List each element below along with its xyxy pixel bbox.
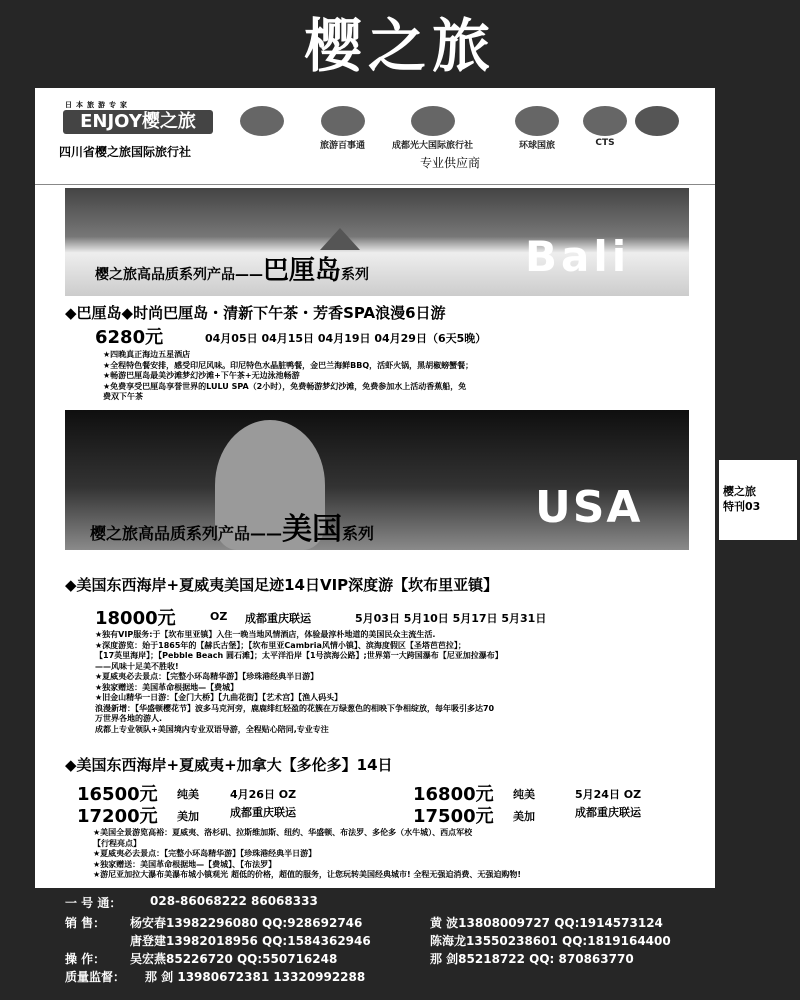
- canada-route-a: 成都重庆联运: [230, 806, 296, 819]
- bali-dates: 04月05日 04月15日 04月19日 04月29日（6天5晚）: [205, 332, 487, 345]
- usa-headline: ◆美国东西海岸+夏威夷美国足迹14日VIP深度游【坎布里亚镇】: [65, 576, 499, 594]
- bali-series-title: 樱之旅高品质系列产品——巴厘岛系列: [95, 256, 370, 286]
- list-item: ★独家赠送：美国革命根据地—【费城】、【布法罗】: [93, 859, 277, 869]
- company-name: 四川省樱之旅国际旅行社: [59, 145, 192, 159]
- list-item: ★畅游巴厘岛最美沙滩梦幻沙滩+下午茶+无边泳池畅游: [103, 371, 300, 380]
- canada-unit-b2: 美加: [513, 810, 535, 823]
- list-item: ★夏威夷必去景点：【完整小环岛精华游】【珍珠港经典半日游】: [95, 672, 319, 681]
- usa-airline: OZ: [210, 610, 228, 623]
- contact-sales-2: 黄 波13808009727 QQ:1914573124: [430, 916, 663, 930]
- list-item: 万世界各地的游人.: [95, 714, 163, 723]
- flyer-panel: [35, 88, 715, 888]
- usa-route: 成都重庆联运: [245, 612, 311, 625]
- partner-6-icon: [635, 106, 679, 136]
- canada-route-b: 成都重庆联运: [575, 806, 641, 819]
- usa-dates: 5月03日 5月10日 5月17日 5月31日: [355, 612, 547, 625]
- partner-2-icon: [321, 106, 365, 136]
- canada-date-b: 5月24日 OZ: [575, 788, 642, 801]
- divider: [35, 184, 715, 185]
- canada-date-a: 4月26日 OZ: [230, 788, 297, 801]
- contact-sales-1: 杨安春13982296080 QQ:928692746: [130, 916, 363, 930]
- bali-banner: [65, 188, 689, 296]
- canada-bullets: [93, 828, 521, 881]
- usa-english-title: USA: [535, 482, 643, 533]
- contact-ops-2: 那 剑85218722 QQ: 870863770: [430, 952, 634, 966]
- contact-sales-3: 唐登建13982018956 QQ:1584362946: [130, 934, 371, 948]
- list-item: 浪漫新增：【华盛顿樱花节】波多马克河旁，鹿鹿绯红轻盈的花簇在万绿葱色的相映下争相绽放，每年吸引多达70: [95, 703, 495, 713]
- partner-4-icon: [515, 106, 559, 136]
- partner-logo-3: 成都光大国际旅行社: [392, 106, 473, 151]
- bali-english-title: Bali: [525, 232, 631, 281]
- list-item: ★独有VIP服务:于【坎布里亚镇】入住一晚当地风情酒店，体验最淳朴地道的美国民众主流生活.: [95, 630, 436, 639]
- usa-banner: [65, 410, 689, 550]
- canada-unit-a1: 纯美: [177, 788, 199, 801]
- sales-label: 销 售：: [65, 916, 106, 930]
- list-item: ★免费享受巴厘岛享誉世界的LULU SPA（2小时），免费畅游梦幻沙滩，免费参加水上活动香蕉船，免: [103, 381, 467, 391]
- issue-tab-brand: 樱之旅: [723, 485, 756, 498]
- partner-3-icon: [411, 106, 455, 136]
- list-item: ★四晚真正海边五星酒店: [103, 350, 191, 359]
- list-item: ★独家赠送：美国革命根据地—【费城】: [95, 682, 239, 692]
- contact-qa: 那 剑 13980672381 13320992288: [145, 970, 366, 984]
- canada-headline: ◆美国东西海岸+夏威夷+加拿大【多伦多】14日: [65, 756, 393, 774]
- supplier-label: 专业供应商: [420, 156, 481, 170]
- beach-hut-icon: [320, 228, 360, 250]
- canada-unit-a2: 美加: [177, 810, 199, 823]
- list-item: 成都上专业领队+美国境内专业双语导游，全程贴心陪同,专业专注: [95, 724, 329, 734]
- hotline-label: 一 号 通：: [65, 896, 122, 910]
- list-item: ★游尼亚加拉大瀑布美瀑布城小镇观光 超低的价格，超值的服务，让您玩转美国经典城市! 全程无强迫消费、无强迫购物!: [93, 870, 522, 879]
- issue-tab: [719, 460, 797, 540]
- header: [35, 88, 715, 178]
- canada-price-a1: 16500元: [77, 784, 158, 805]
- partner-5-icon: [583, 106, 627, 136]
- partner-1-icon: [240, 106, 284, 136]
- list-item: 【17英里海岸】；【Pebble Beach 圆石滩】；太平洋沿岸【1号滨海公路】;世界第一大跨国瀑布【尼亚加拉瀑布】: [95, 651, 503, 660]
- contact-ops-1: 吴宏燕85226720 QQ:550716248: [130, 952, 338, 966]
- ops-label: 操 作：: [65, 952, 106, 966]
- contact-sales-4: 陈海龙13550238601 QQ:1819164400: [430, 934, 671, 948]
- bali-bullets: [103, 350, 473, 403]
- partner-logo-1: [240, 106, 284, 138]
- usa-price: 18000元: [95, 608, 176, 629]
- canada-price-b2: 17500元: [413, 806, 494, 827]
- usa-series-title: 樱之旅高品质系列产品——美国系列: [90, 512, 375, 547]
- list-item: ★美国全景游览高裕：夏威夷、洛杉矶、拉斯维加斯、纽约、华盛顿、布法罗、多伦多（水牛城）、西点军校: [93, 828, 473, 837]
- partner-logo-2: 旅游百事通: [320, 106, 365, 151]
- partner-logo-5: CTS: [583, 106, 627, 148]
- list-item: 费双下午茶: [103, 392, 143, 401]
- list-item: ★深度游览：始于1865年的【赫氏古堡】；【坎布里亚Cambria风情小镇】、滨海度假区【圣塔芭芭拉】；: [95, 640, 466, 650]
- issue-tab-number: 特刊03: [723, 500, 761, 513]
- list-item: ★全程特色餐安排，感受印尼风味。印尼特色水晶脏鸭餐，金巴兰海鲜BBQ，活虾火锅，黑胡椒螃蟹餐；: [103, 360, 474, 370]
- canada-unit-b1: 纯美: [513, 788, 535, 801]
- partner-logo-6: [635, 106, 679, 138]
- partner-logo-4: 环球国旅: [515, 106, 559, 151]
- page-title: 樱之旅: [303, 12, 496, 80]
- list-item: 【行程亮点】: [93, 838, 141, 848]
- brand-logo: ENJOY樱之旅: [63, 110, 213, 134]
- usa-bullets: [95, 630, 503, 735]
- list-item: ——风味十足美不胜收!: [95, 661, 179, 671]
- qa-label: 质量监督：: [65, 970, 126, 984]
- list-item: ★夏威夷必去景点：【完整小环岛精华游】【珍珠港经典半日游】: [93, 849, 317, 858]
- canada-price-b1: 16800元: [413, 784, 494, 805]
- brand-tagline: 日本旅游专家: [65, 101, 131, 109]
- canada-price-a2: 17200元: [77, 806, 158, 827]
- hotline-number: 028-86068222 86068333: [150, 894, 318, 908]
- bali-price: 6280元: [95, 327, 164, 348]
- bali-headline: ◆巴厘岛◆时尚巴厘岛・清新下午茶・芳香SPA浪漫6日游: [65, 304, 446, 322]
- list-item: ★旧金山精华一日游：【金门大桥】【九曲花街】【艺术宫】【渔人码头】: [95, 693, 343, 702]
